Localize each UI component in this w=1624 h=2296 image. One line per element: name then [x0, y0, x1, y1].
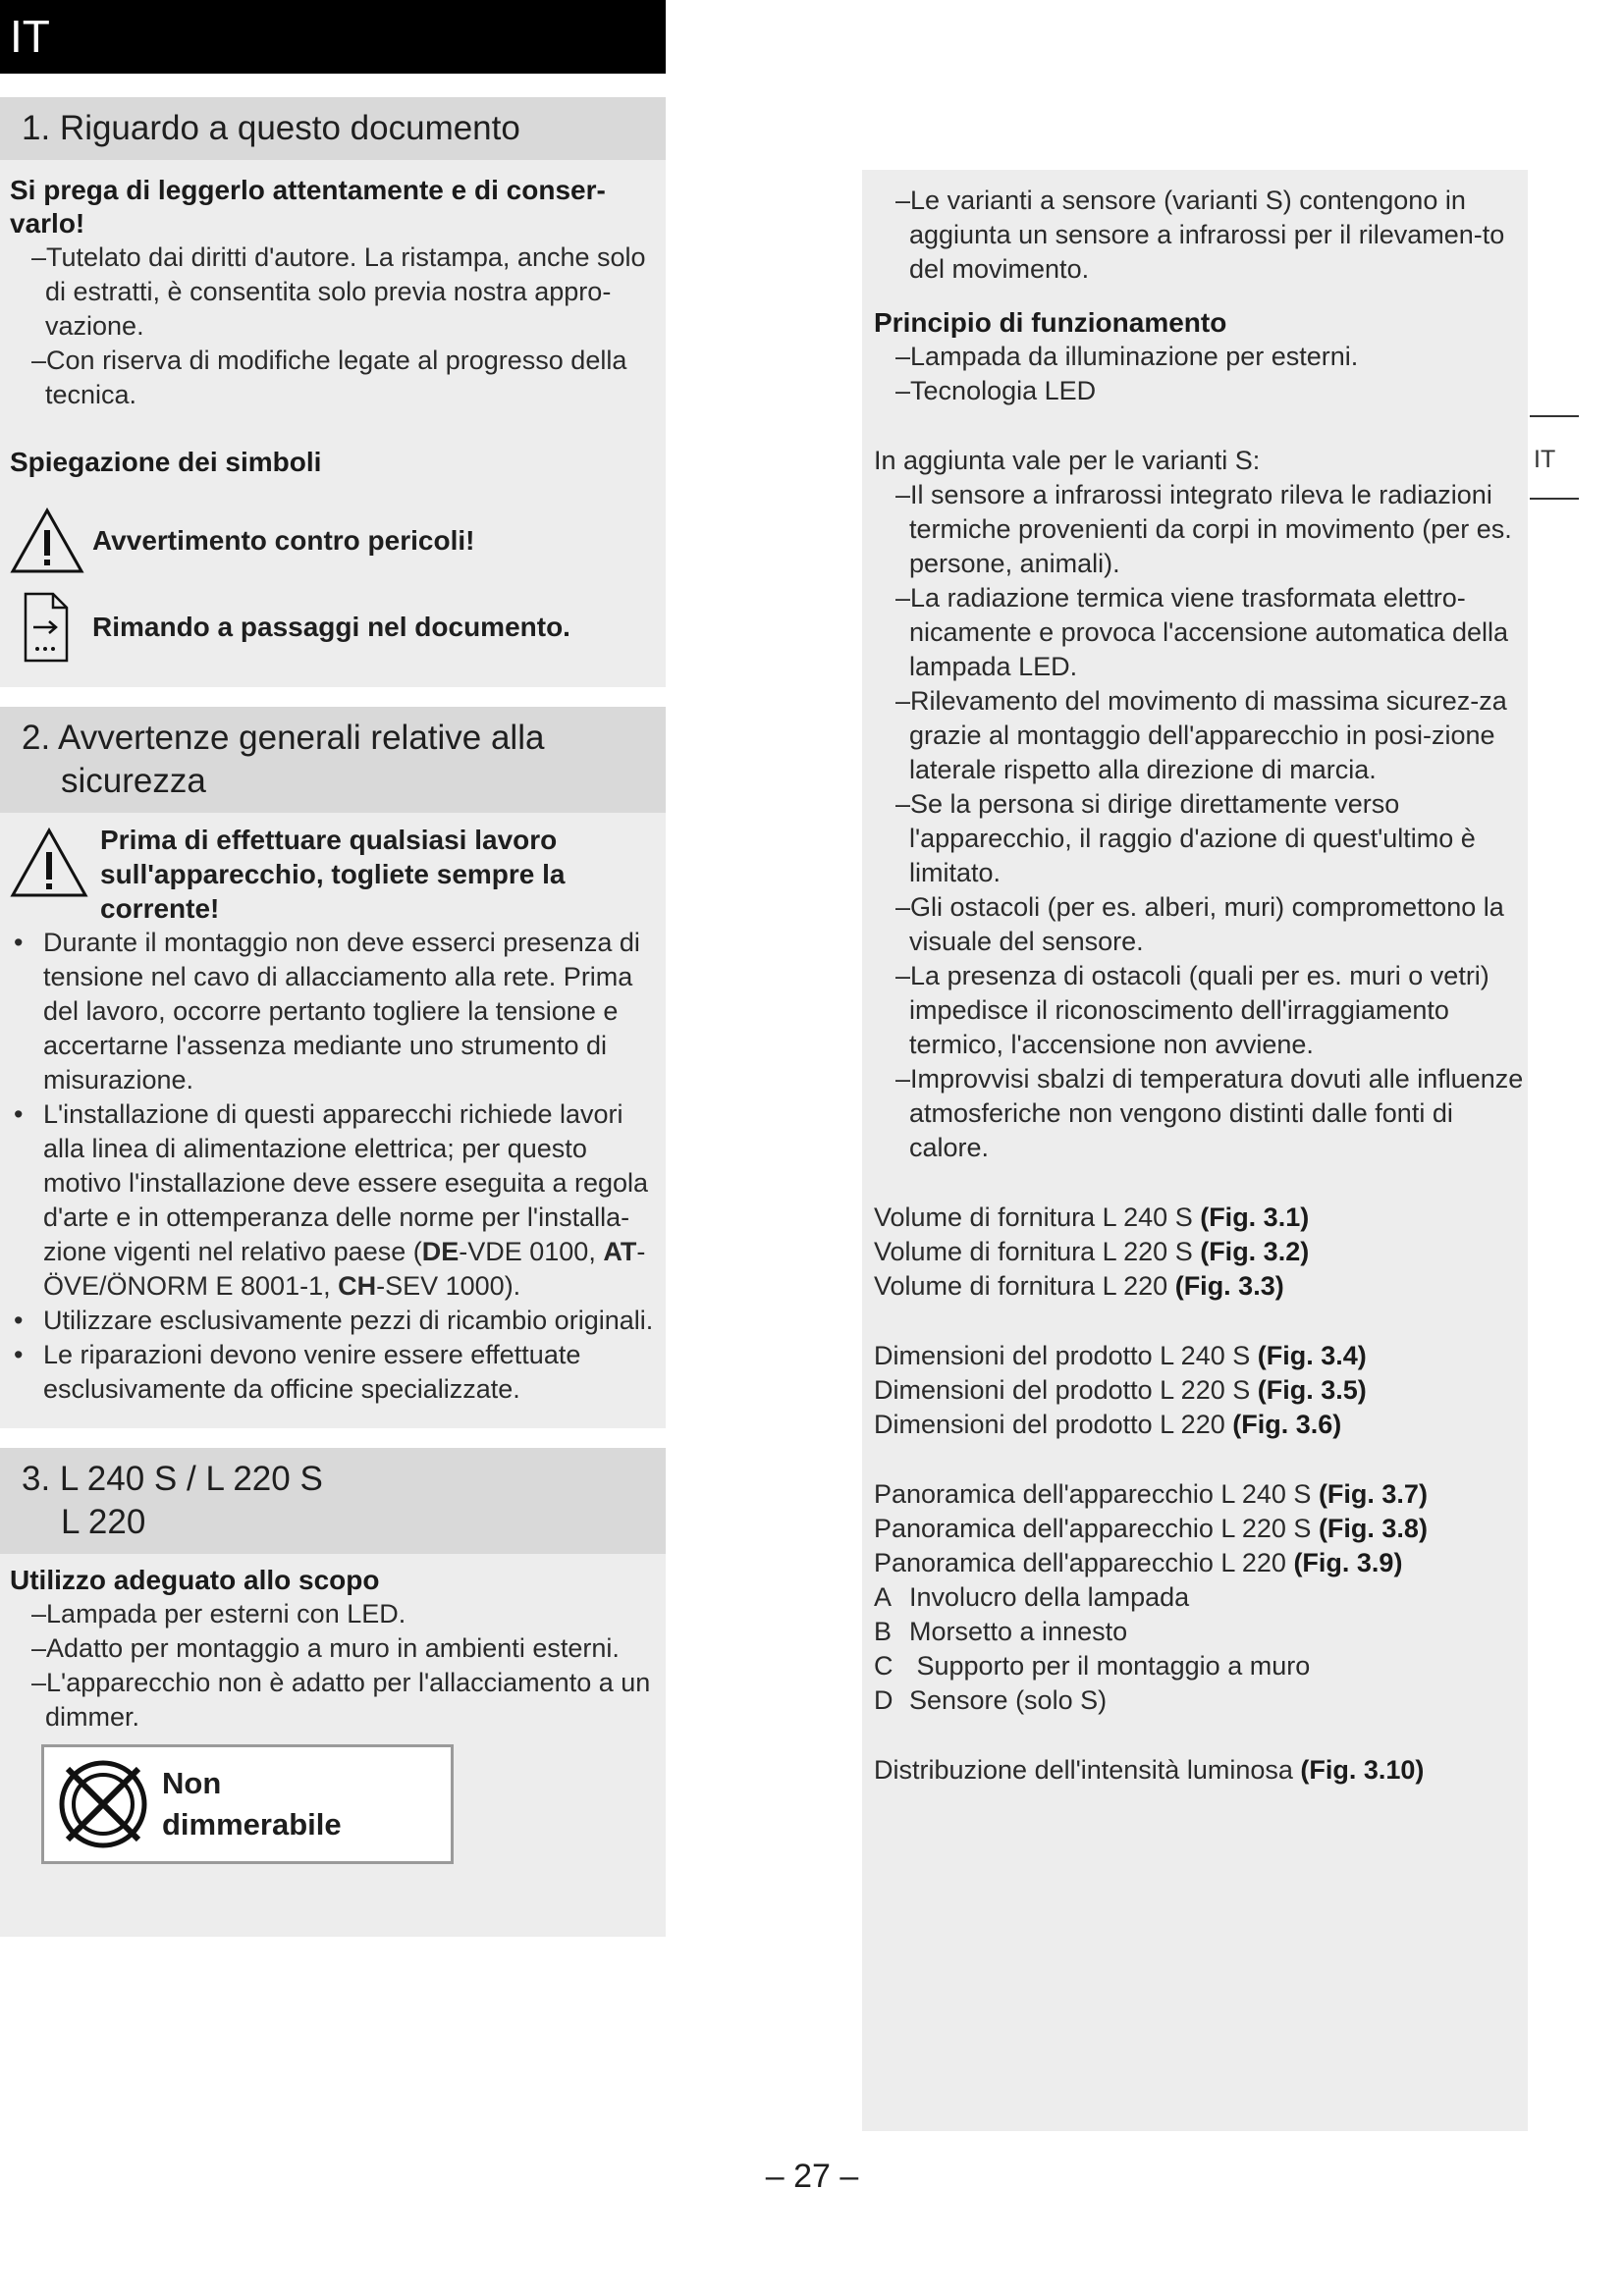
list-item: – Tutelato dai diritti d'autore. La ristampa, anche solo di estratti, è consentita solo previa nostra appro-vazione. — [31, 240, 656, 344]
list-item: – Lampada da illuminazione per esterni. — [895, 340, 1528, 374]
list-item: – Rilevamento del movimento di massima sicurez-za grazie al montaggio dell'apparecchio in posi-zione laterale rispetto alla direzione di marcia. — [895, 684, 1528, 787]
dimension-line: Dimensioni del prodotto L 240 S (Fig. 3.4) — [874, 1341, 1367, 1370]
symbols-heading: Spiegazione dei simboli — [10, 447, 322, 477]
dimension-line: Dimensioni del prodotto L 220 S (Fig. 3.5) — [874, 1375, 1367, 1405]
section-2-title-line2: sicurezza — [61, 762, 206, 800]
safety-warning — [0, 813, 666, 926]
use-heading: Utilizzo adeguato allo scopo — [10, 1565, 380, 1595]
document-reference-icon — [10, 589, 92, 666]
list-item: – Improvvisi sbalzi di temperatura dovuti alle influenze atmosferiche non vengono distinti dalle fonti di calore. — [895, 1062, 1528, 1165]
part-item: A Involucro della lampada — [874, 1582, 1190, 1612]
section-2-title-line1: 2. Avvertenze generali relative alla — [22, 719, 545, 757]
dimension-line: Dimensioni del prodotto L 220 (Fig. 3.6) — [874, 1410, 1342, 1439]
list-item: – La radiazione termica viene trasformata elettro-nicamente e provoca l'accensione automatica della lampada LED. — [895, 581, 1528, 684]
section-2-title — [0, 707, 666, 813]
page-number: – 27 – — [765, 2158, 859, 2195]
list-item-installation: • L'installazione di questi apparecchi richiede lavori alla linea di alimentazione elettrica; per questo motivo l'installazione deve essere eseguita a regola d'arte e in ottemperanza delle norme per l'installa-zione vigenti nel relativo paese (DE-VDE 0100, AT-ÖVE/ÖNORM E 8001-1, CH-SEV 1000). — [10, 1097, 656, 1304]
list-item: – Adatto per montaggio a muro in ambienti esterni. — [31, 1631, 656, 1666]
list-item: – Tecnologia LED — [895, 374, 1528, 408]
overview-line: Panoramica dell'apparecchio L 220 (Fig. 3.9) — [874, 1548, 1403, 1577]
section-1-intro: Si prega di leggerlo attentamente e di conser-varlo! — [10, 175, 606, 239]
no-dimmer-icon — [44, 1755, 162, 1853]
section-3-title-line1: 3. L 240 S / L 220 S — [22, 1460, 323, 1498]
list-item: – La presenza di ostacoli (quali per es. muri o vetri) impedisce il riconoscimento dell'irraggiamento termico, l'accensione non avviene. — [895, 959, 1528, 1062]
list-item: – Con riserva di modifiche legate al progresso della tecnica. — [31, 344, 656, 412]
part-item: B Morsetto a innesto — [874, 1617, 1128, 1646]
distribution-line: Distribuzione dell'intensità luminosa (Fig. 3.10) — [874, 1755, 1425, 1785]
section-1-title: 1. Riguardo a questo documento — [0, 97, 666, 160]
right-column — [862, 170, 1528, 2131]
principle-heading: Principio di funzionamento — [874, 307, 1227, 338]
list-item: – Le varianti a sensore (varianti S) contengono in aggiunta un sensore a infrarossi per il rilevamen-to del movimento. — [895, 184, 1528, 287]
not-dimmable-box — [41, 1744, 454, 1864]
overview-line: Panoramica dell'apparecchio L 220 S (Fig. 3.8) — [874, 1514, 1428, 1543]
warning-triangle-icon — [10, 503, 92, 579]
not-dimmable-text: Non dimmerabile — [162, 1766, 342, 1842]
list-item: – L'apparecchio non è adatto per l'allacciamento a un dimmer. — [31, 1666, 656, 1735]
side-language-tab: IT — [1530, 415, 1579, 500]
left-column — [0, 0, 666, 1961]
part-item: D Sensore (solo S) — [874, 1685, 1108, 1715]
section-about-document — [0, 97, 666, 687]
symbol-reference-text: Rimando a passaggi nel documento. — [92, 612, 570, 642]
list-item: – Se la persona si dirige direttamente verso l'apparecchio, il raggio d'azione di quest'ultimo è limitato. — [895, 787, 1528, 890]
variants-intro: In aggiunta vale per le varianti S: — [874, 446, 1261, 475]
section-3-title — [0, 1448, 666, 1554]
list-item: • Durante il montaggio non deve esserci presenza di tensione nel cavo di allacciamento alla rete. Prima del lavoro, occorre pertanto togliere la tensione e accertarne l'assenza mediante uno strumento di misurazione. — [10, 926, 656, 1097]
sensor-variants-list — [874, 170, 1528, 287]
list-item: – Lampada per esterni con LED. — [31, 1597, 656, 1631]
overview-lines — [874, 1477, 1528, 1580]
use-list — [0, 1597, 666, 1735]
list-item: – Gli ostacoli (per es. alberi, muri) compromettono la visuale del sensore. — [895, 890, 1528, 959]
list-item: – Il sensore a infrarossi integrato rileva le radiazioni termiche provenienti da corpi in movimento (per es. persone, animali). — [895, 478, 1528, 581]
safety-bullets — [0, 926, 666, 1407]
symbol-warning-text: Avvertimento contro pericoli! — [92, 525, 475, 556]
delivery-line: Volume di fornitura L 240 S (Fig. 3.1) — [874, 1202, 1310, 1232]
section-safety — [0, 707, 666, 1428]
list-item: • Le riparazioni devono venire essere effettuate esclusivamente da officine specializzate. — [10, 1338, 656, 1407]
symbol-warning-row — [0, 503, 666, 579]
symbol-reference-row — [0, 589, 666, 666]
parts-list — [874, 1580, 1528, 1718]
safety-warning-text: Prima di effettuare qualsiasi lavoro sull'apparecchio, togliete sempre la corrente! — [100, 825, 566, 924]
principle-list — [874, 340, 1528, 408]
section-3-title-line2: L 220 — [61, 1503, 146, 1541]
delivery-line: Volume di fornitura L 220 S (Fig. 3.2) — [874, 1237, 1310, 1266]
dimension-lines — [874, 1339, 1528, 1442]
list-item: • Utilizzare esclusivamente pezzi di ricambio originali. — [10, 1304, 656, 1338]
overview-line: Panoramica dell'apparecchio L 240 S (Fig. 3.7) — [874, 1479, 1428, 1509]
part-item: C Supporto per il montaggio a muro — [874, 1651, 1311, 1681]
section-product — [0, 1448, 666, 1937]
section-1-list — [0, 240, 666, 412]
language-header: IT — [0, 0, 666, 74]
delivery-lines — [874, 1201, 1528, 1304]
variants-list — [874, 478, 1528, 1165]
warning-triangle-icon — [10, 823, 100, 926]
delivery-line: Volume di fornitura L 220 (Fig. 3.3) — [874, 1271, 1284, 1301]
